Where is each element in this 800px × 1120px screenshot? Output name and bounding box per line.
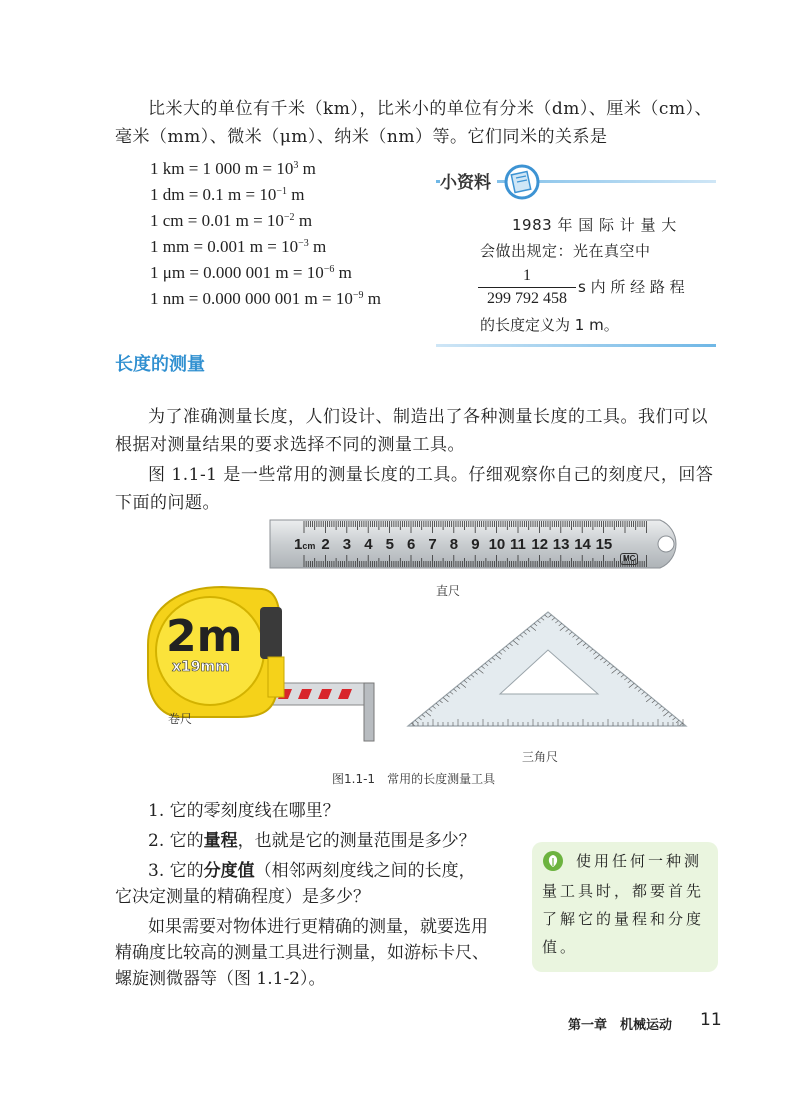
formula-dm: 1 dm = 0.1 $m = 10^{-1}$ m bbox=[150, 185, 305, 204]
question-2: 2. 它的量程，也就是它的测量范围是多少？ bbox=[148, 831, 476, 851]
ruler-number: 8 bbox=[449, 536, 459, 553]
tape-label: 卷尺 bbox=[168, 712, 193, 726]
ruler-number: 11 bbox=[510, 536, 526, 553]
intro-line-1: 比米大的单位有千米（km），比米小的单位有分米（dm）、厘米（cm）、 bbox=[148, 99, 713, 119]
ruler-first-number: 1cm bbox=[294, 536, 316, 553]
ruler-number: 7 bbox=[428, 536, 437, 553]
section-title: 长度的测量 bbox=[115, 354, 205, 375]
figure-caption: 图1.1-1 常用的长度测量工具 bbox=[332, 772, 496, 786]
question-3-line-2: 它决定测量的精确程度）是多少？ bbox=[115, 887, 370, 907]
tape-small-label: x19mm bbox=[172, 659, 230, 675]
ruler-number: 9 bbox=[471, 536, 480, 553]
ruler-number: 3 bbox=[342, 536, 352, 553]
paragraph-line-2: 精确度比较高的测量工具进行测量，如游标卡尺、 bbox=[115, 943, 489, 963]
section-p1-line-1: 为了准确测量长度，人们设计、制造出了各种测量长度的工具。我们可以 bbox=[148, 407, 708, 427]
formula-km: 1 km = 1 000 $m = 10^3$ m bbox=[150, 159, 316, 178]
formula-cm: 1 cm = 0.01 $m = 10^{-2}$ m bbox=[150, 211, 313, 230]
leaf-icon bbox=[542, 850, 564, 876]
info-box-bottom-line bbox=[436, 344, 716, 347]
info-line-1: 1983 年 国 际 计 量 大 bbox=[512, 216, 677, 234]
formula-um: 1 μm = 0.000 001 $m = 10^{-6}$ m bbox=[150, 263, 352, 282]
ruler-label: 直尺 bbox=[436, 584, 461, 598]
tip-line-2: 量工具时，都要首先 bbox=[542, 882, 705, 900]
section-p1-line-2: 根据对测量结果的要求选择不同的测量工具。 bbox=[115, 435, 465, 455]
set-square-label: 三角尺 bbox=[522, 750, 559, 764]
tip-line-4: 值。 bbox=[542, 938, 579, 956]
tip-line-3: 了解它的量程和分度 bbox=[542, 910, 705, 928]
set-square bbox=[404, 606, 690, 736]
ruler-number: 6 bbox=[407, 536, 416, 553]
tip-box bbox=[532, 842, 718, 972]
ruler-number: 12 bbox=[531, 536, 549, 553]
intro-line-2: 毫米（mm）、微米（μm）、纳米（nm）等。它们同米的关系是 bbox=[115, 127, 608, 147]
ruler-numbers bbox=[268, 536, 688, 554]
ruler-number: 15 bbox=[595, 536, 613, 553]
fraction-numerator: 1 bbox=[523, 267, 531, 284]
fraction-denominator: 299 792 458 bbox=[487, 290, 567, 307]
question-1: 1. 它的零刻度线在哪里？ bbox=[148, 801, 340, 821]
tip-line-1: 使用任何一种测 bbox=[576, 852, 703, 870]
paragraph-line-1: 如果需要对物体进行更精确的测量，就要选用 bbox=[148, 917, 488, 937]
formula-mm: 1 mm = 0.001 $m = 10^{-3}$ m bbox=[150, 237, 327, 256]
section-p2-line-2: 下面的问题。 bbox=[115, 493, 220, 513]
formula-nm: 1 nm = 0.000 000 001 $m = 10^{-9}$ m bbox=[150, 289, 381, 308]
ruler-number: 10 bbox=[488, 536, 506, 553]
page-number: 11 bbox=[700, 1010, 722, 1030]
ruler-number: 13 bbox=[552, 536, 570, 553]
ruler-number: 5 bbox=[385, 536, 394, 553]
info-line-2: 会做出规定：光在真空中 bbox=[480, 242, 651, 260]
fraction-bar bbox=[478, 287, 576, 288]
ruler-number: 2 bbox=[321, 536, 330, 553]
info-line-4: 的长度定义为 1 m。 bbox=[480, 316, 619, 334]
question-3: 3. 它的分度值（相邻两刻度线之间的长度， bbox=[148, 861, 476, 881]
paragraph-line-3: 螺旋测微器等（图 1.1-2）。 bbox=[115, 969, 326, 989]
ruler-badge: MC bbox=[620, 553, 638, 565]
tape-big-label: 2m bbox=[166, 611, 243, 662]
ruler-number: 4 bbox=[364, 536, 373, 553]
info-line-3: s 内 所 经 路 程 bbox=[578, 278, 685, 296]
ruler-number: 14 bbox=[574, 536, 591, 553]
footer-chapter: 第一章 机械运动 bbox=[568, 1018, 673, 1033]
info-box-title: 小资料 bbox=[440, 168, 497, 193]
section-p2-line-1: 图 1.1-1 是一些常用的测量长度的工具。仔细观察你自己的刻度尺，回答 bbox=[148, 465, 714, 485]
info-box bbox=[436, 162, 716, 352]
steel-ruler bbox=[268, 516, 688, 572]
book-icon bbox=[502, 162, 542, 204]
info-fraction bbox=[478, 266, 576, 309]
formula-list bbox=[150, 156, 450, 312]
